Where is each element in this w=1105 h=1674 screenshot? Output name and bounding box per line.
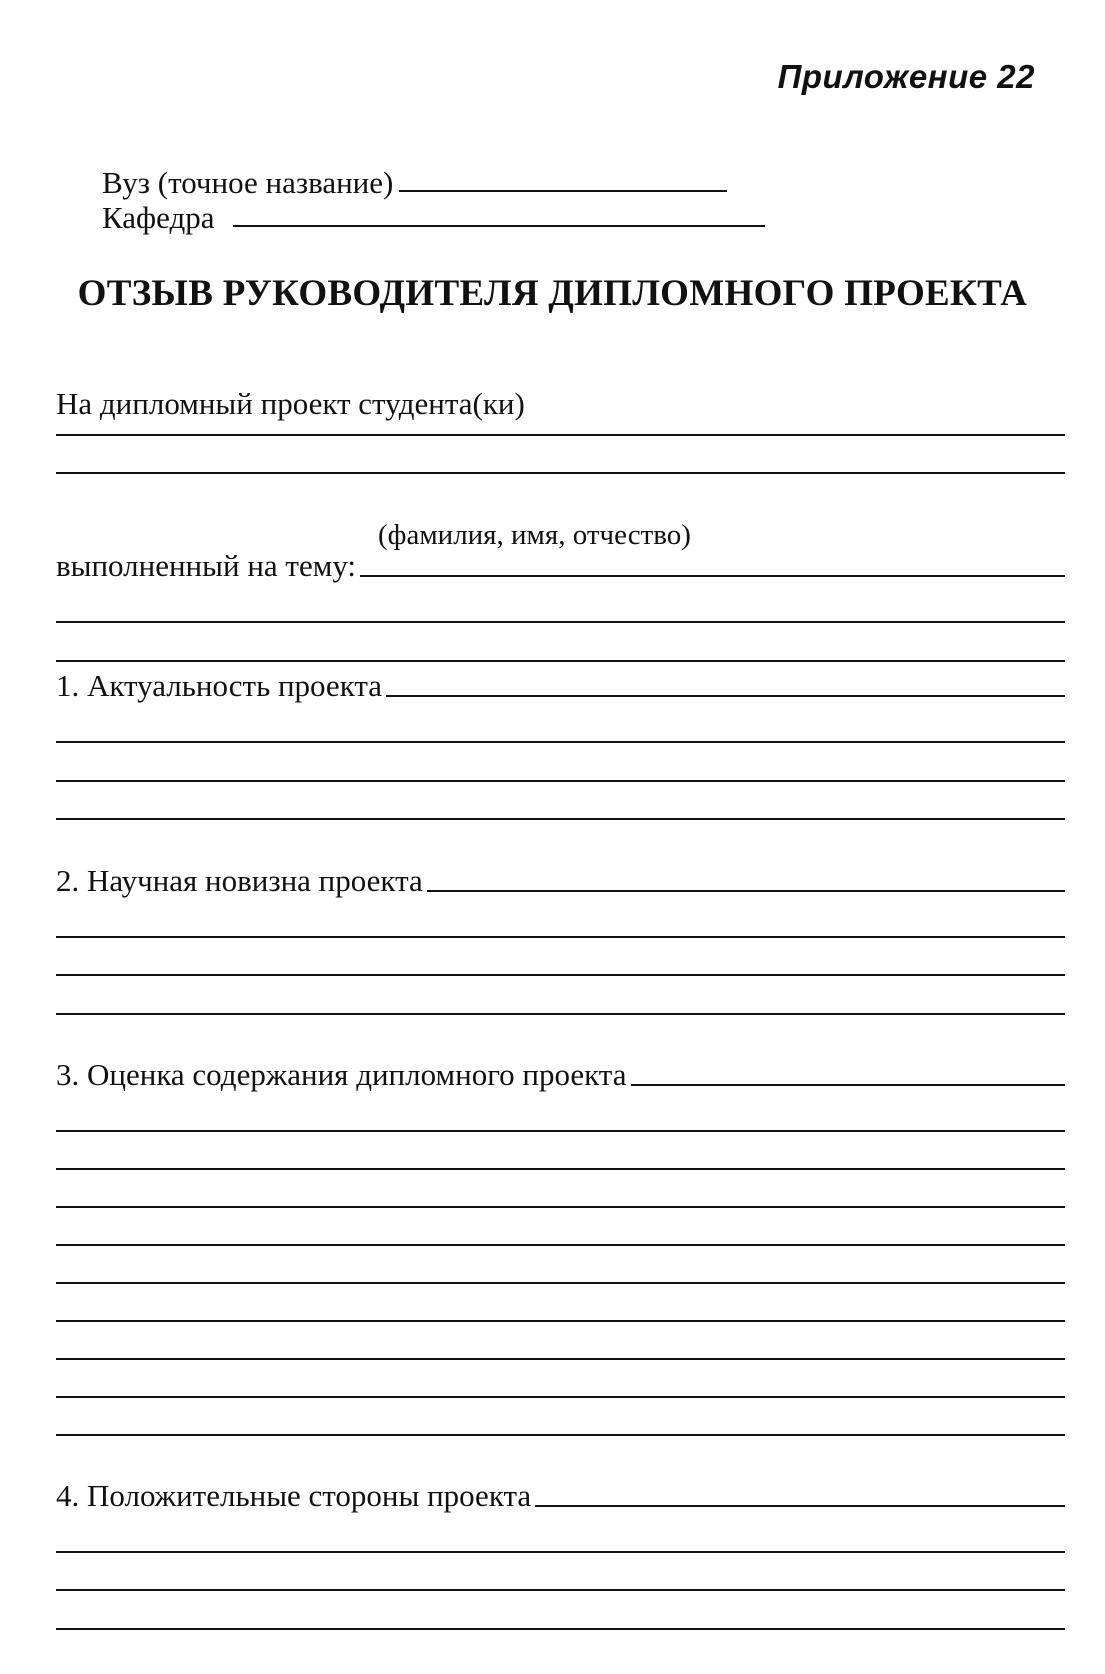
university-field[interactable] <box>399 188 727 192</box>
section-2-line[interactable] <box>56 974 1065 976</box>
section-4-line[interactable] <box>56 1628 1065 1630</box>
section-4-label: 4. Положительные стороны проекта <box>56 1478 532 1513</box>
section-2-line[interactable] <box>56 936 1065 938</box>
section-3-line[interactable] <box>56 1320 1065 1322</box>
student-name-line-2[interactable] <box>56 472 1065 474</box>
section-1-label: 1. Актуальность проекта <box>56 668 383 703</box>
section-4-row <box>56 1479 1065 1513</box>
appendix-label: Приложение 22 <box>777 58 1035 95</box>
section-3-line[interactable] <box>56 1434 1065 1436</box>
form-title: ОТЗЫВ РУКОВОДИТЕЛЯ ДИПЛОМНОГО ПРОЕКТА <box>77 273 1028 314</box>
topic-field[interactable] <box>360 575 1065 577</box>
topic-line-2[interactable] <box>56 621 1065 623</box>
department-field[interactable] <box>233 223 765 227</box>
topic-row <box>56 549 1065 583</box>
university-label: Вуз (точное название) <box>102 165 394 200</box>
section-1-line[interactable] <box>56 741 1065 743</box>
section-4-field[interactable] <box>535 1505 1065 1507</box>
topic-line-3[interactable] <box>56 660 1065 662</box>
student-label: На дипломный проект студента(ки) <box>56 386 525 421</box>
name-caption: (фамилия, имя, отчество) <box>378 519 691 551</box>
section-3-line[interactable] <box>56 1396 1065 1398</box>
section-4-line[interactable] <box>56 1589 1065 1591</box>
section-4-line[interactable] <box>56 1551 1065 1553</box>
department-label: Кафедра <box>102 200 215 235</box>
section-3-row <box>56 1058 1065 1092</box>
university-row <box>102 166 727 200</box>
section-2-label: 2. Научная новизна проекта <box>56 863 423 898</box>
section-1-line[interactable] <box>56 818 1065 820</box>
section-3-line[interactable] <box>56 1130 1065 1132</box>
section-3-line[interactable] <box>56 1282 1065 1284</box>
department-row <box>102 201 765 235</box>
section-3-label: 3. Оценка содержания дипломного проекта <box>56 1057 627 1092</box>
section-3-line[interactable] <box>56 1206 1065 1208</box>
section-2-field[interactable] <box>427 890 1065 892</box>
section-3-line[interactable] <box>56 1168 1065 1170</box>
section-2-row <box>56 864 1065 898</box>
section-3-line[interactable] <box>56 1244 1065 1246</box>
student-name-line-1[interactable] <box>56 434 1065 436</box>
section-1-field[interactable] <box>386 695 1065 697</box>
section-3-field[interactable] <box>631 1084 1066 1086</box>
section-3-line[interactable] <box>56 1358 1065 1360</box>
section-1-line[interactable] <box>56 780 1065 782</box>
section-1-row <box>56 669 1065 703</box>
topic-label: выполненный на тему: <box>56 548 357 583</box>
section-2-line[interactable] <box>56 1013 1065 1015</box>
